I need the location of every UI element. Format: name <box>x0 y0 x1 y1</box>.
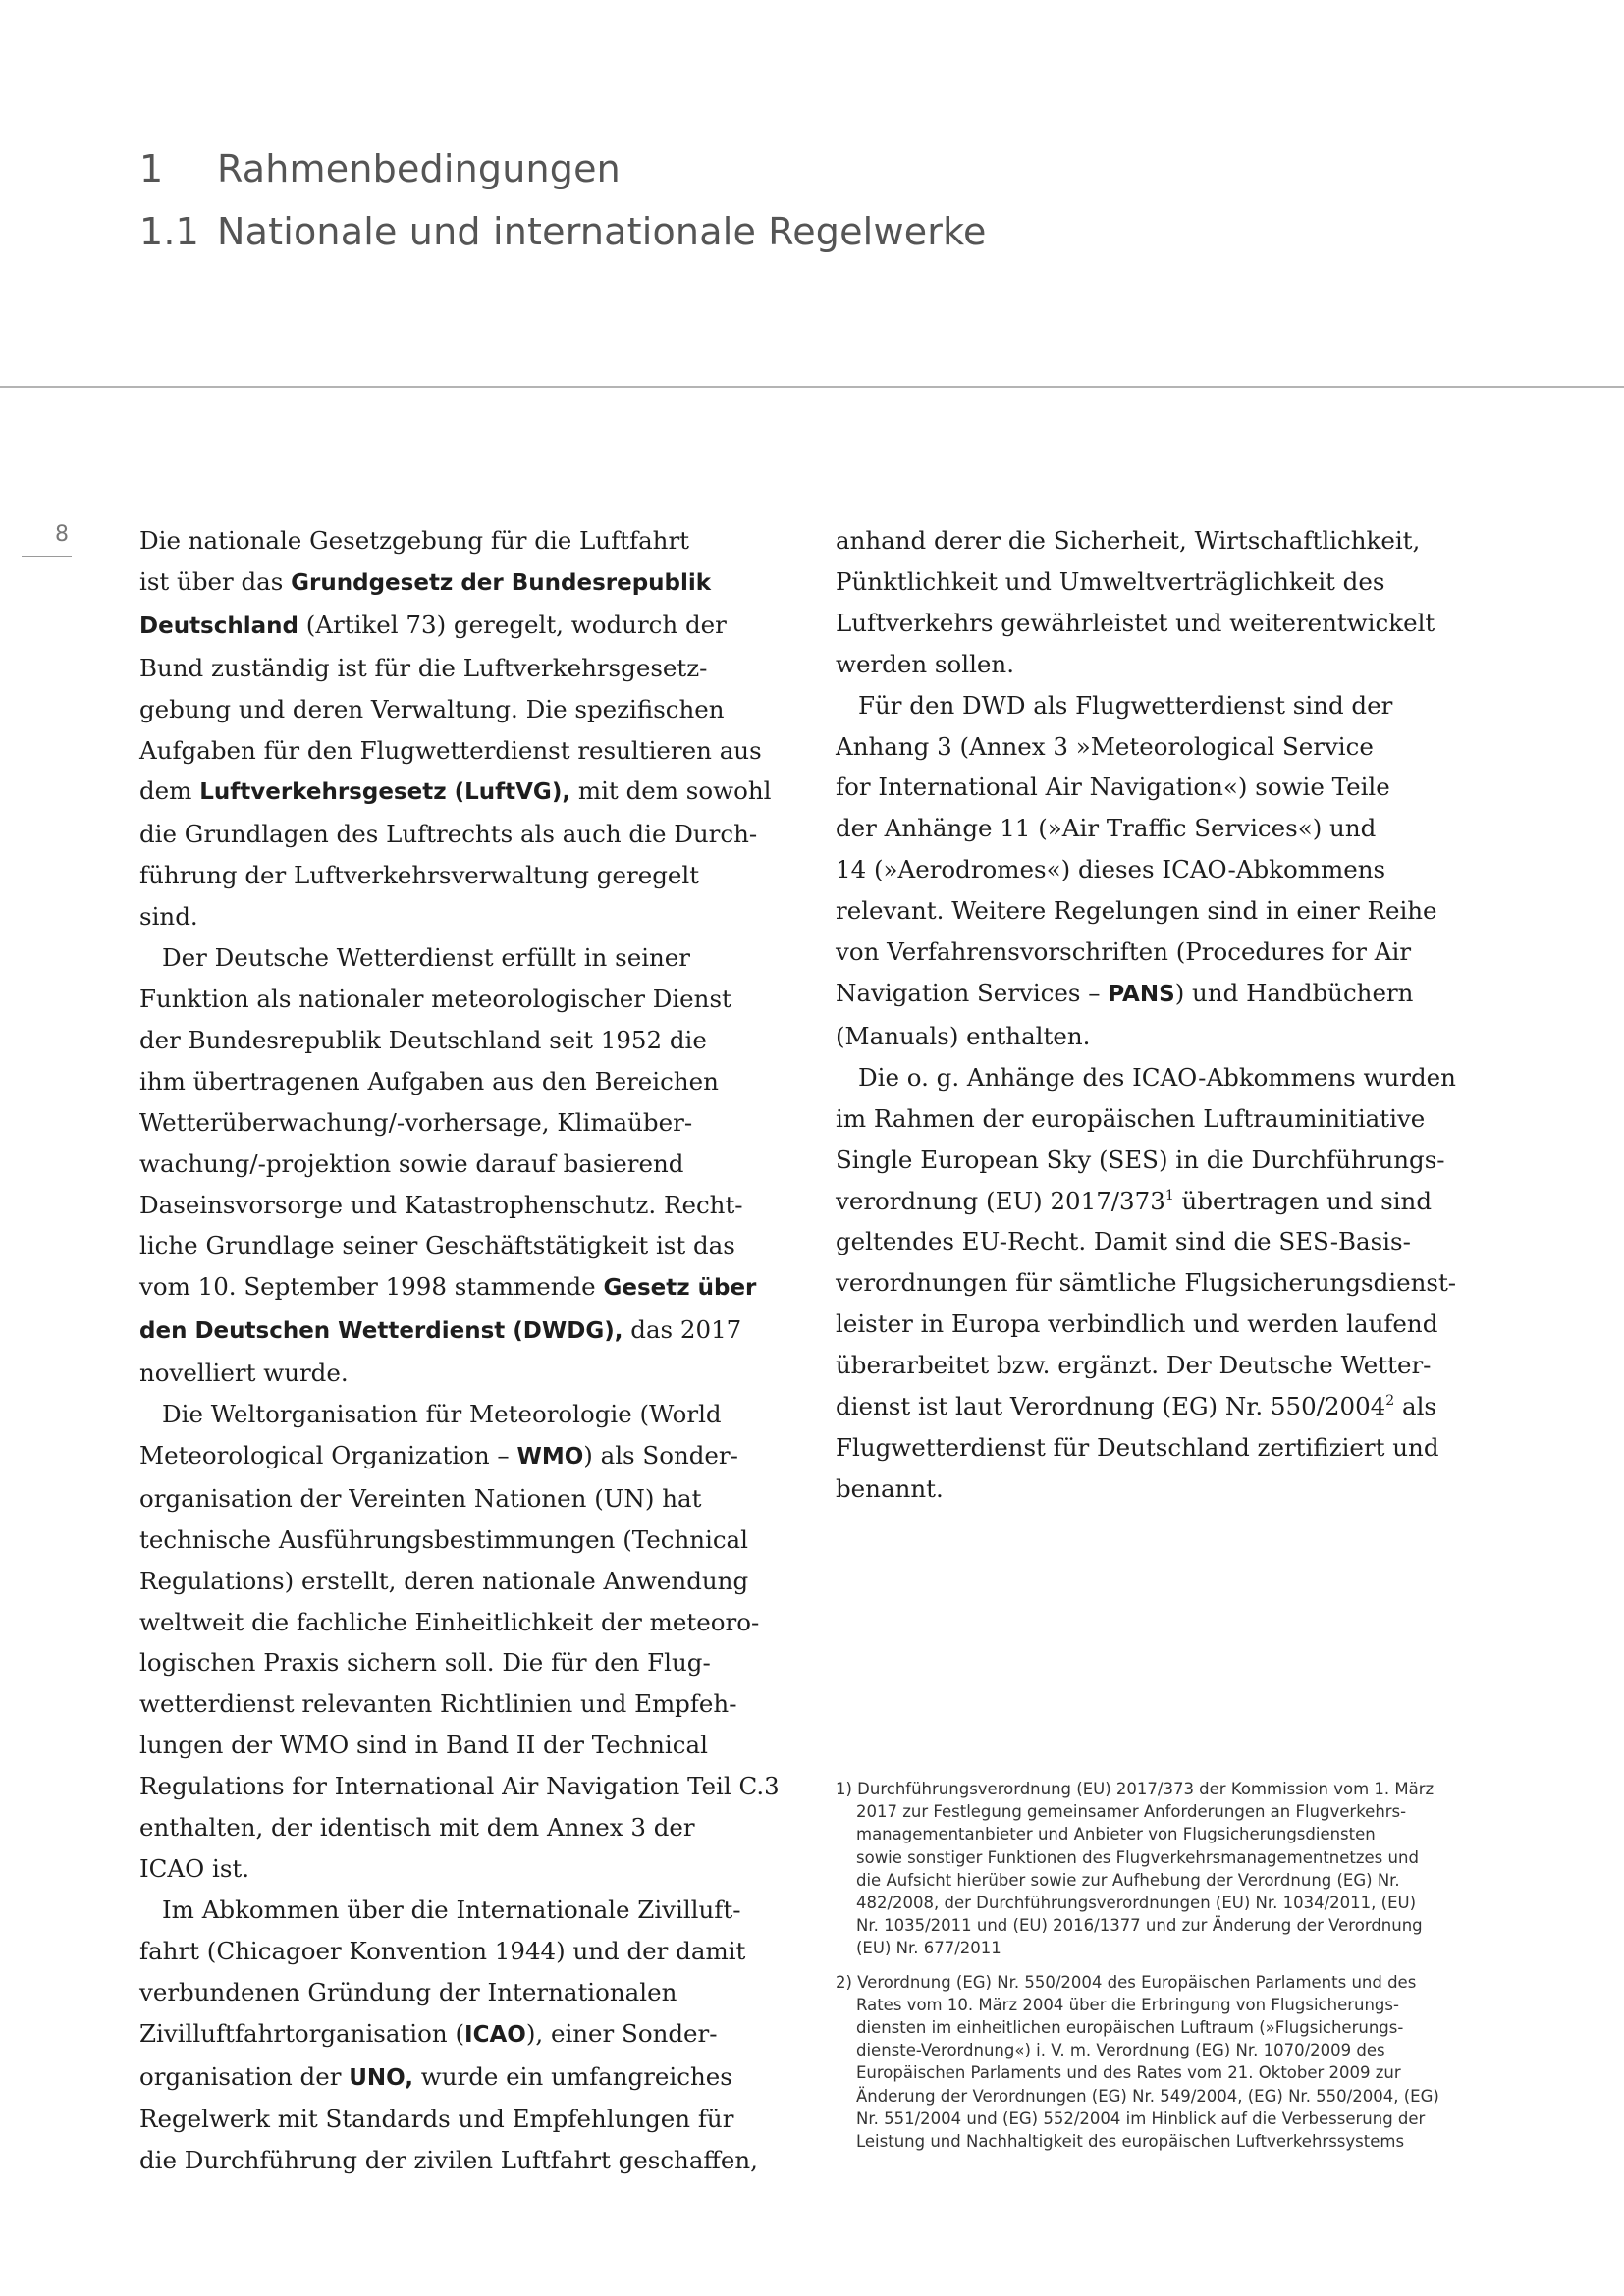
text-run: als <box>1394 1392 1437 1421</box>
text-line <box>836 973 1503 1016</box>
section-number: 1.1 <box>139 210 200 253</box>
text-run: Navigation Services – <box>836 978 1109 1007</box>
bold-term: den Deutschen Wetterdienst (DWDG), <box>139 1318 623 1345</box>
text-line: Für den DWD als Flugwetterdienst sind der <box>858 690 1393 720</box>
text-run: übertragen und sind <box>1173 1186 1433 1215</box>
footnote-line: (EU) Nr. 677/2011 <box>856 1939 1001 1958</box>
text-line: novelliert wurde. <box>139 1359 349 1388</box>
text-line: lungen der WMO sind in Band II der Technical <box>139 1731 708 1760</box>
text-line: anhand derer die Sicherheit, Wirtschaftlichkeit, <box>836 526 1421 555</box>
bold-term: PANS <box>1108 981 1175 1007</box>
text-line: Flugwetterdienst für Deutschland zertifiziert und <box>836 1432 1439 1462</box>
footnote-2 <box>836 1971 1503 2154</box>
text-line <box>139 1266 807 1309</box>
paragraph <box>139 1394 807 1890</box>
footnote-line: managementanbieter und Anbieter von Flugsicherungsdiensten <box>856 1825 1376 1844</box>
text-run: verordnung (EU) 2017/373 <box>836 1186 1165 1215</box>
text-line: 14 (»Aerodromes«) dieses ICAO-Abkommens <box>836 855 1386 884</box>
chapter-number: 1 <box>139 147 164 190</box>
bold-term: Deutschland <box>139 613 298 639</box>
text-line: Pünktlichkeit und Umweltverträglichkeit des <box>836 566 1385 596</box>
right-column <box>836 520 1503 1510</box>
text-line: liche Grundlage seiner Geschäftstätigkeit ist das <box>139 1231 735 1260</box>
footnote-line: 2) Verordnung (EG) Nr. 550/2004 des Europäischen Parlaments und des <box>836 1972 1417 1992</box>
left-column <box>139 520 807 2181</box>
footnotes <box>836 1778 1503 2163</box>
text-run: wurde ein umfangreiches <box>412 2061 732 2091</box>
paragraph <box>836 520 1503 685</box>
footnote-line: 2017 zur Festlegung gemeinsamer Anforderungen an Flugverkehrs- <box>856 1802 1407 1822</box>
text-line <box>139 1435 807 1478</box>
chapter-title: Rahmenbedingungen <box>217 147 621 190</box>
text-line: relevant. Weitere Regelungen sind in einer Reihe <box>836 896 1437 926</box>
text-line: der Bundesrepublik Deutschland seit 1952 die <box>139 1025 707 1054</box>
text-run: ), einer Sonder- <box>525 2018 718 2048</box>
bold-term: Luftverkehrsgesetz (LuftVG), <box>199 779 571 806</box>
page-number-rule <box>22 556 72 557</box>
text-line: weltweit die fachliche Einheitlichkeit der meteoro- <box>139 1607 760 1636</box>
text-line: Funktion als nationaler meteorologischer Dienst <box>139 984 731 1013</box>
section-heading <box>139 210 987 253</box>
text-line: sind. <box>139 902 198 932</box>
text-line: Regelwerk mit Standards und Empfehlungen für <box>139 2105 734 2134</box>
text-line: benannt. <box>836 1473 944 1503</box>
text-run: vom 10. September 1998 stammende <box>139 1272 604 1302</box>
footnote-line: 482/2008, der Durchführungsverordnungen (EU) Nr. 1034/2011, (EU) <box>856 1894 1417 1913</box>
text-line: Single European Sky (SES) in die Durchführungs- <box>836 1145 1445 1174</box>
text-line: werden sollen. <box>836 649 1014 678</box>
text-line: Die Weltorganisation für Meteorologie (World <box>162 1400 722 1429</box>
text-line: Daseinsvorsorge und Katastrophenschutz. Recht- <box>139 1190 743 1219</box>
bold-term: ICAO <box>464 2021 526 2048</box>
text-line: organisation der Vereinten Nationen (UN) hat <box>139 1483 702 1513</box>
text-line: Bund zuständig ist für die Luftverkehrsgesetz- <box>139 653 708 682</box>
header-divider <box>0 386 1624 388</box>
text-line: geltendes EU-Recht. Damit sind die SES-Basis- <box>836 1227 1411 1256</box>
text-run: mit dem sowohl <box>570 776 772 806</box>
text-line: verbundenen Gründung der Internationalen <box>139 1977 677 2006</box>
text-line: ICAO ist. <box>139 1854 250 1883</box>
footnote-line: sowie sonstiger Funktionen des Flugverkehrsmanagementnetzes und <box>856 1847 1419 1867</box>
footnote-line: diensten im einheitlichen europäischen Luftraum (»Flugsicherungs- <box>856 2018 1404 2038</box>
text-line: gebung und deren Verwaltung. Die spezifischen <box>139 694 725 723</box>
text-line <box>139 2013 807 2056</box>
text-line <box>139 1309 807 1353</box>
text-line: Die nationale Gesetzgebung für die Luftfahrt <box>139 526 690 555</box>
text-line: führung der Luftverkehrsverwaltung geregelt <box>139 861 700 890</box>
text-run: Zivilluftfahrtorganisation ( <box>139 2018 465 2048</box>
text-line: Wetterüberwachung/-vorhersage, Klimaüber- <box>139 1107 693 1137</box>
text-line: ihm übertragenen Aufgaben aus den Bereichen <box>139 1066 719 1095</box>
text-run: dienst ist laut Verordnung (EG) Nr. 550/2004 <box>836 1392 1386 1421</box>
text-run: ) als Sonder- <box>583 1440 738 1469</box>
bold-term: Gesetz über <box>603 1275 757 1302</box>
paragraph <box>836 685 1503 1057</box>
footnote-line: die Aufsicht hierüber sowie zur Aufhebung der Verordnung (EG) Nr. <box>856 1870 1400 1890</box>
text-line: im Rahmen der europäischen Luftrauminitiative <box>836 1103 1426 1133</box>
paragraph <box>139 520 807 937</box>
text-run: organisation der <box>139 2061 350 2091</box>
text-line: Die o. g. Anhänge des ICAO-Abkommens wurden <box>858 1062 1456 1092</box>
text-run: (Artikel 73) geregelt, wodurch der <box>298 610 727 639</box>
text-run: ist über das <box>139 566 292 596</box>
text-line: die Grundlagen des Luftrechts als auch die Durch- <box>139 820 758 849</box>
text-line: fahrt (Chicagoer Konvention 1944) und der damit <box>139 1936 746 1965</box>
footnote-1 <box>836 1778 1503 1960</box>
text-line: der Anhänge 11 (»Air Traffic Services«) und <box>836 814 1377 843</box>
text-line: Der Deutsche Wetterdienst erfüllt in seiner <box>162 943 691 973</box>
text-line: von Verfahrensvorschriften (Procedures for Air <box>836 937 1412 967</box>
footnote-line: Rates vom 10. März 2004 über die Erbringung von Flugsicherungs- <box>856 1995 1399 2014</box>
footnote-ref[interactable]: 2 <box>1385 1393 1395 1410</box>
text-line <box>139 605 807 648</box>
footnote-line: 1) Durchführungsverordnung (EU) 2017/373 der Kommission vom 1. März <box>836 1780 1435 1798</box>
bold-term: Grundgesetz der Bundesrepublik <box>291 569 712 596</box>
footnote-line: Änderung der Verordnungen (EG) Nr. 549/2004, (EG) Nr. 550/2004, (EG) <box>856 2086 1439 2106</box>
section-title: Nationale und internationale Regelwerke <box>217 210 987 253</box>
text-line: leister in Europa verbindlich und werden laufend <box>836 1309 1438 1339</box>
footnote-line: Nr. 551/2004 und (EG) 552/2004 im Hinblick auf die Verbesserung der <box>856 2109 1426 2128</box>
text-line: logischen Praxis sichern soll. Die für den Flug- <box>139 1648 711 1678</box>
chapter-heading <box>139 147 621 190</box>
paragraph <box>139 1890 807 2181</box>
text-line: verordnungen für sämtliche Flugsicherungsdienst- <box>836 1268 1457 1298</box>
bold-term: WMO <box>516 1443 584 1469</box>
text-run: das 2017 <box>623 1315 742 1345</box>
text-line: wetterdienst relevanten Richtlinien und Empfeh- <box>139 1689 737 1719</box>
text-line: Aufgaben für den Flugwetterdienst resultieren aus <box>139 735 762 765</box>
text-line: wachung/-projektion sowie darauf basierend <box>139 1148 684 1178</box>
text-line <box>139 771 807 814</box>
text-line <box>139 2056 807 2100</box>
page-number: 8 <box>55 522 69 547</box>
text-line: technische Ausführungsbestimmungen (Technical <box>139 1524 749 1554</box>
text-line <box>139 561 807 605</box>
text-line: (Manuals) enthalten. <box>836 1021 1091 1050</box>
text-line: Im Abkommen über die Internationale Zivilluft- <box>162 1895 741 1924</box>
text-line <box>836 1386 1503 1427</box>
text-line: überarbeitet bzw. ergänzt. Der Deutsche Wetter- <box>836 1351 1432 1380</box>
text-line: Anhang 3 (Annex 3 »Meteorological Service <box>836 731 1374 761</box>
text-run: dem <box>139 776 200 806</box>
footnote-line: dienste-Verordnung«) i. V. m. Verordnung (EG) Nr. 1070/2009 des <box>856 2041 1385 2060</box>
text-line: die Durchführung der zivilen Luftfahrt geschaffen, <box>139 2146 758 2175</box>
text-line: Regulations for International Air Navigation Teil C.3 <box>139 1772 780 1801</box>
text-line <box>836 1181 1503 1222</box>
text-line: enthalten, der identisch mit dem Annex 3 der <box>139 1813 695 1842</box>
text-line: for International Air Navigation«) sowie Teile <box>836 773 1390 802</box>
text-line: Luftverkehrs gewährleistet und weiterentwickelt <box>836 608 1435 637</box>
text-run: Meteorological Organization – <box>139 1440 517 1469</box>
paragraph <box>836 1057 1503 1510</box>
paragraph <box>139 937 807 1394</box>
text-line: Regulations) erstellt, deren nationale Anwendung <box>139 1566 749 1595</box>
bold-term: UNO, <box>349 2064 413 2091</box>
footnote-line: Europäischen Parlaments und des Rates vom 21. Oktober 2009 zur <box>856 2063 1401 2083</box>
text-run: ) und Handbüchern <box>1174 978 1414 1007</box>
footnote-line: Nr. 1035/2011 und (EU) 2016/1377 und zur Änderung der Verordnung <box>856 1916 1423 1936</box>
footnote-line: Leistung und Nachhaltigkeit des europäischen Luftverkehrssystems <box>856 2132 1405 2152</box>
footnote-ref[interactable]: 1 <box>1164 1187 1174 1203</box>
